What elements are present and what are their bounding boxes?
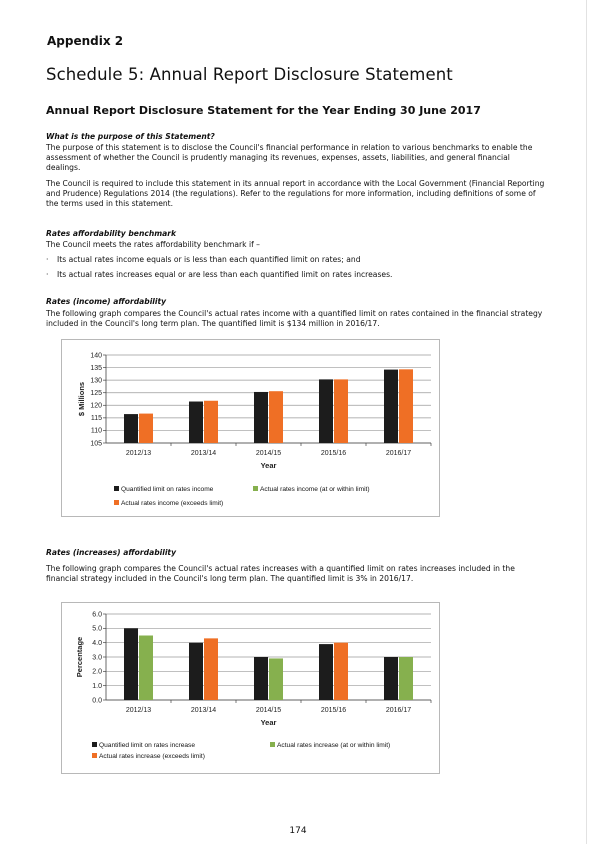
bar-quantified-limit [319, 379, 333, 443]
y-tick-label: 0.0 [92, 697, 102, 705]
y-tick-label: 4.0 [92, 639, 102, 647]
bar-quantified-limit [124, 414, 138, 443]
y-tick-label: 110 [90, 427, 102, 435]
legend-swatch-within [253, 486, 258, 491]
y-tick-label: 130 [90, 377, 102, 385]
legend-swatch-exceeds [114, 500, 119, 505]
bullet-text: Its actual rates increases equal or are less than each quantified limit on rates increases. [57, 270, 393, 279]
x-axis-title: Year [260, 718, 277, 727]
legend-swatch-limit [92, 742, 97, 747]
page-edge-line [586, 0, 587, 844]
y-tick-label: 135 [90, 364, 102, 372]
x-category-label: 2012/13 [125, 450, 152, 457]
y-axis-title: Percentage [75, 636, 84, 678]
bar-quantified-limit [189, 402, 203, 443]
income-heading: Rates (income) affordability [46, 297, 167, 306]
bar-actual [399, 369, 413, 443]
y-tick-label: 6.0 [92, 611, 102, 619]
bar-actual [334, 379, 348, 443]
y-tick-label: 2.0 [92, 668, 102, 676]
bar-actual [269, 391, 283, 443]
x-category-label: 2016/17 [385, 707, 412, 714]
rates-increases-chart [61, 602, 440, 774]
appendix-label: Appendix 2 [47, 34, 124, 48]
bullet-marker: · [46, 255, 49, 264]
bar-quantified-limit [124, 628, 138, 700]
y-tick-label: 5.0 [92, 625, 102, 633]
legend-item-limit [92, 742, 195, 749]
y-tick-label: 105 [90, 440, 102, 448]
x-category-label: 2014/15 [255, 450, 282, 457]
increases-heading: Rates (increases) affordability [46, 548, 177, 557]
bar-actual [204, 401, 218, 443]
page-number: 174 [289, 826, 307, 836]
legend-swatch-within [270, 742, 275, 747]
increases-paragraph: The following graph compares the Council's actual rates increases with a quantified limit on rates increases included in the financial strategy included in the Council's long term plan. The quantified limit is 3% in 2016/17. [46, 564, 515, 583]
affordability-bullet-2 [46, 270, 392, 279]
bar-quantified-limit [384, 370, 398, 443]
schedule-title: Schedule 5: Annual Report Disclosure Statement [46, 65, 453, 84]
legend-item-limit [114, 486, 213, 493]
legend-item-within [253, 486, 370, 493]
purpose-heading: What is the purpose of this Statement? [46, 132, 215, 141]
y-tick-label: 120 [90, 402, 102, 410]
affordability-heading: Rates affordability benchmark [46, 229, 177, 238]
y-tick-label: 1.0 [92, 682, 102, 690]
bar-quantified-limit [189, 643, 203, 700]
purpose-paragraph-2: The Council is required to include this statement in its annual report in accordance with the Local Government (Financial Reporting and Prudence) Regulations 2014 (the regulations). Refer to the regulations for more information, including definitions of some of the terms used in this statement. [46, 179, 545, 208]
y-axis-title: $ Millions [77, 381, 86, 417]
bar-actual [139, 636, 153, 701]
bar-quantified-limit [384, 657, 398, 700]
x-category-label: 2014/15 [255, 707, 282, 714]
legend-swatch-exceeds [92, 753, 97, 758]
legend-item-exceeds [114, 500, 223, 507]
legend-item-exceeds [92, 753, 205, 760]
legend-label: Actual rates increase (exceeds limit) [99, 753, 205, 760]
bar-actual [334, 643, 348, 700]
legend-label: Quantified limit on rates increase [99, 742, 196, 749]
bar-quantified-limit [319, 644, 333, 700]
legend-label: Actual rates income (at or within limit) [260, 486, 370, 493]
purpose-paragraph-1: The purpose of this statement is to disclose the Council's financial performance in relation to various benchmarks to enable the assessment of whether the Council is prudently managing its revenues, expenses, assets, liabilities, and general financial dealings. [46, 143, 533, 172]
y-tick-label: 140 [90, 352, 102, 360]
x-category-label: 2015/16 [320, 707, 347, 714]
x-axis-title: Year [260, 461, 277, 470]
legend-item-within [270, 742, 390, 749]
affordability-intro: The Council meets the rates affordability benchmark if – [46, 240, 260, 249]
legend-swatch-limit [114, 486, 119, 491]
bar-actual [399, 657, 413, 700]
statement-title: Annual Report Disclosure Statement for the Year Ending 30 June 2017 [46, 104, 481, 117]
income-paragraph: The following graph compares the Council's actual rates income with a quantified limit on rates contained in the financial strategy included in the Council's long term plan. The quantified limit is $134 million in 2016/17. [46, 309, 543, 328]
bar-quantified-limit [254, 392, 268, 443]
y-tick-label: 115 [90, 415, 102, 423]
bar-quantified-limit [254, 657, 268, 700]
x-category-label: 2015/16 [320, 450, 347, 457]
bar-actual [204, 638, 218, 700]
legend-label: Actual rates income (exceeds limit) [121, 500, 224, 507]
rates-income-chart [61, 339, 440, 517]
x-category-label: 2012/13 [125, 707, 152, 714]
bullet-text: Its actual rates income equals or is less than each quantified limit on rates; and [57, 255, 361, 264]
legend-label: Actual rates increase (at or within limit) [277, 742, 391, 749]
x-category-label: 2016/17 [385, 450, 412, 457]
y-tick-label: 3.0 [92, 654, 102, 662]
x-category-label: 2013/14 [190, 450, 217, 457]
bullet-marker: · [46, 270, 49, 279]
legend-label: Quantified limit on rates income [121, 486, 214, 493]
bar-actual [269, 658, 283, 700]
x-category-label: 2013/14 [190, 707, 217, 714]
y-tick-label: 125 [90, 390, 102, 398]
affordability-bullet-1 [46, 255, 361, 264]
bar-actual [139, 414, 153, 443]
